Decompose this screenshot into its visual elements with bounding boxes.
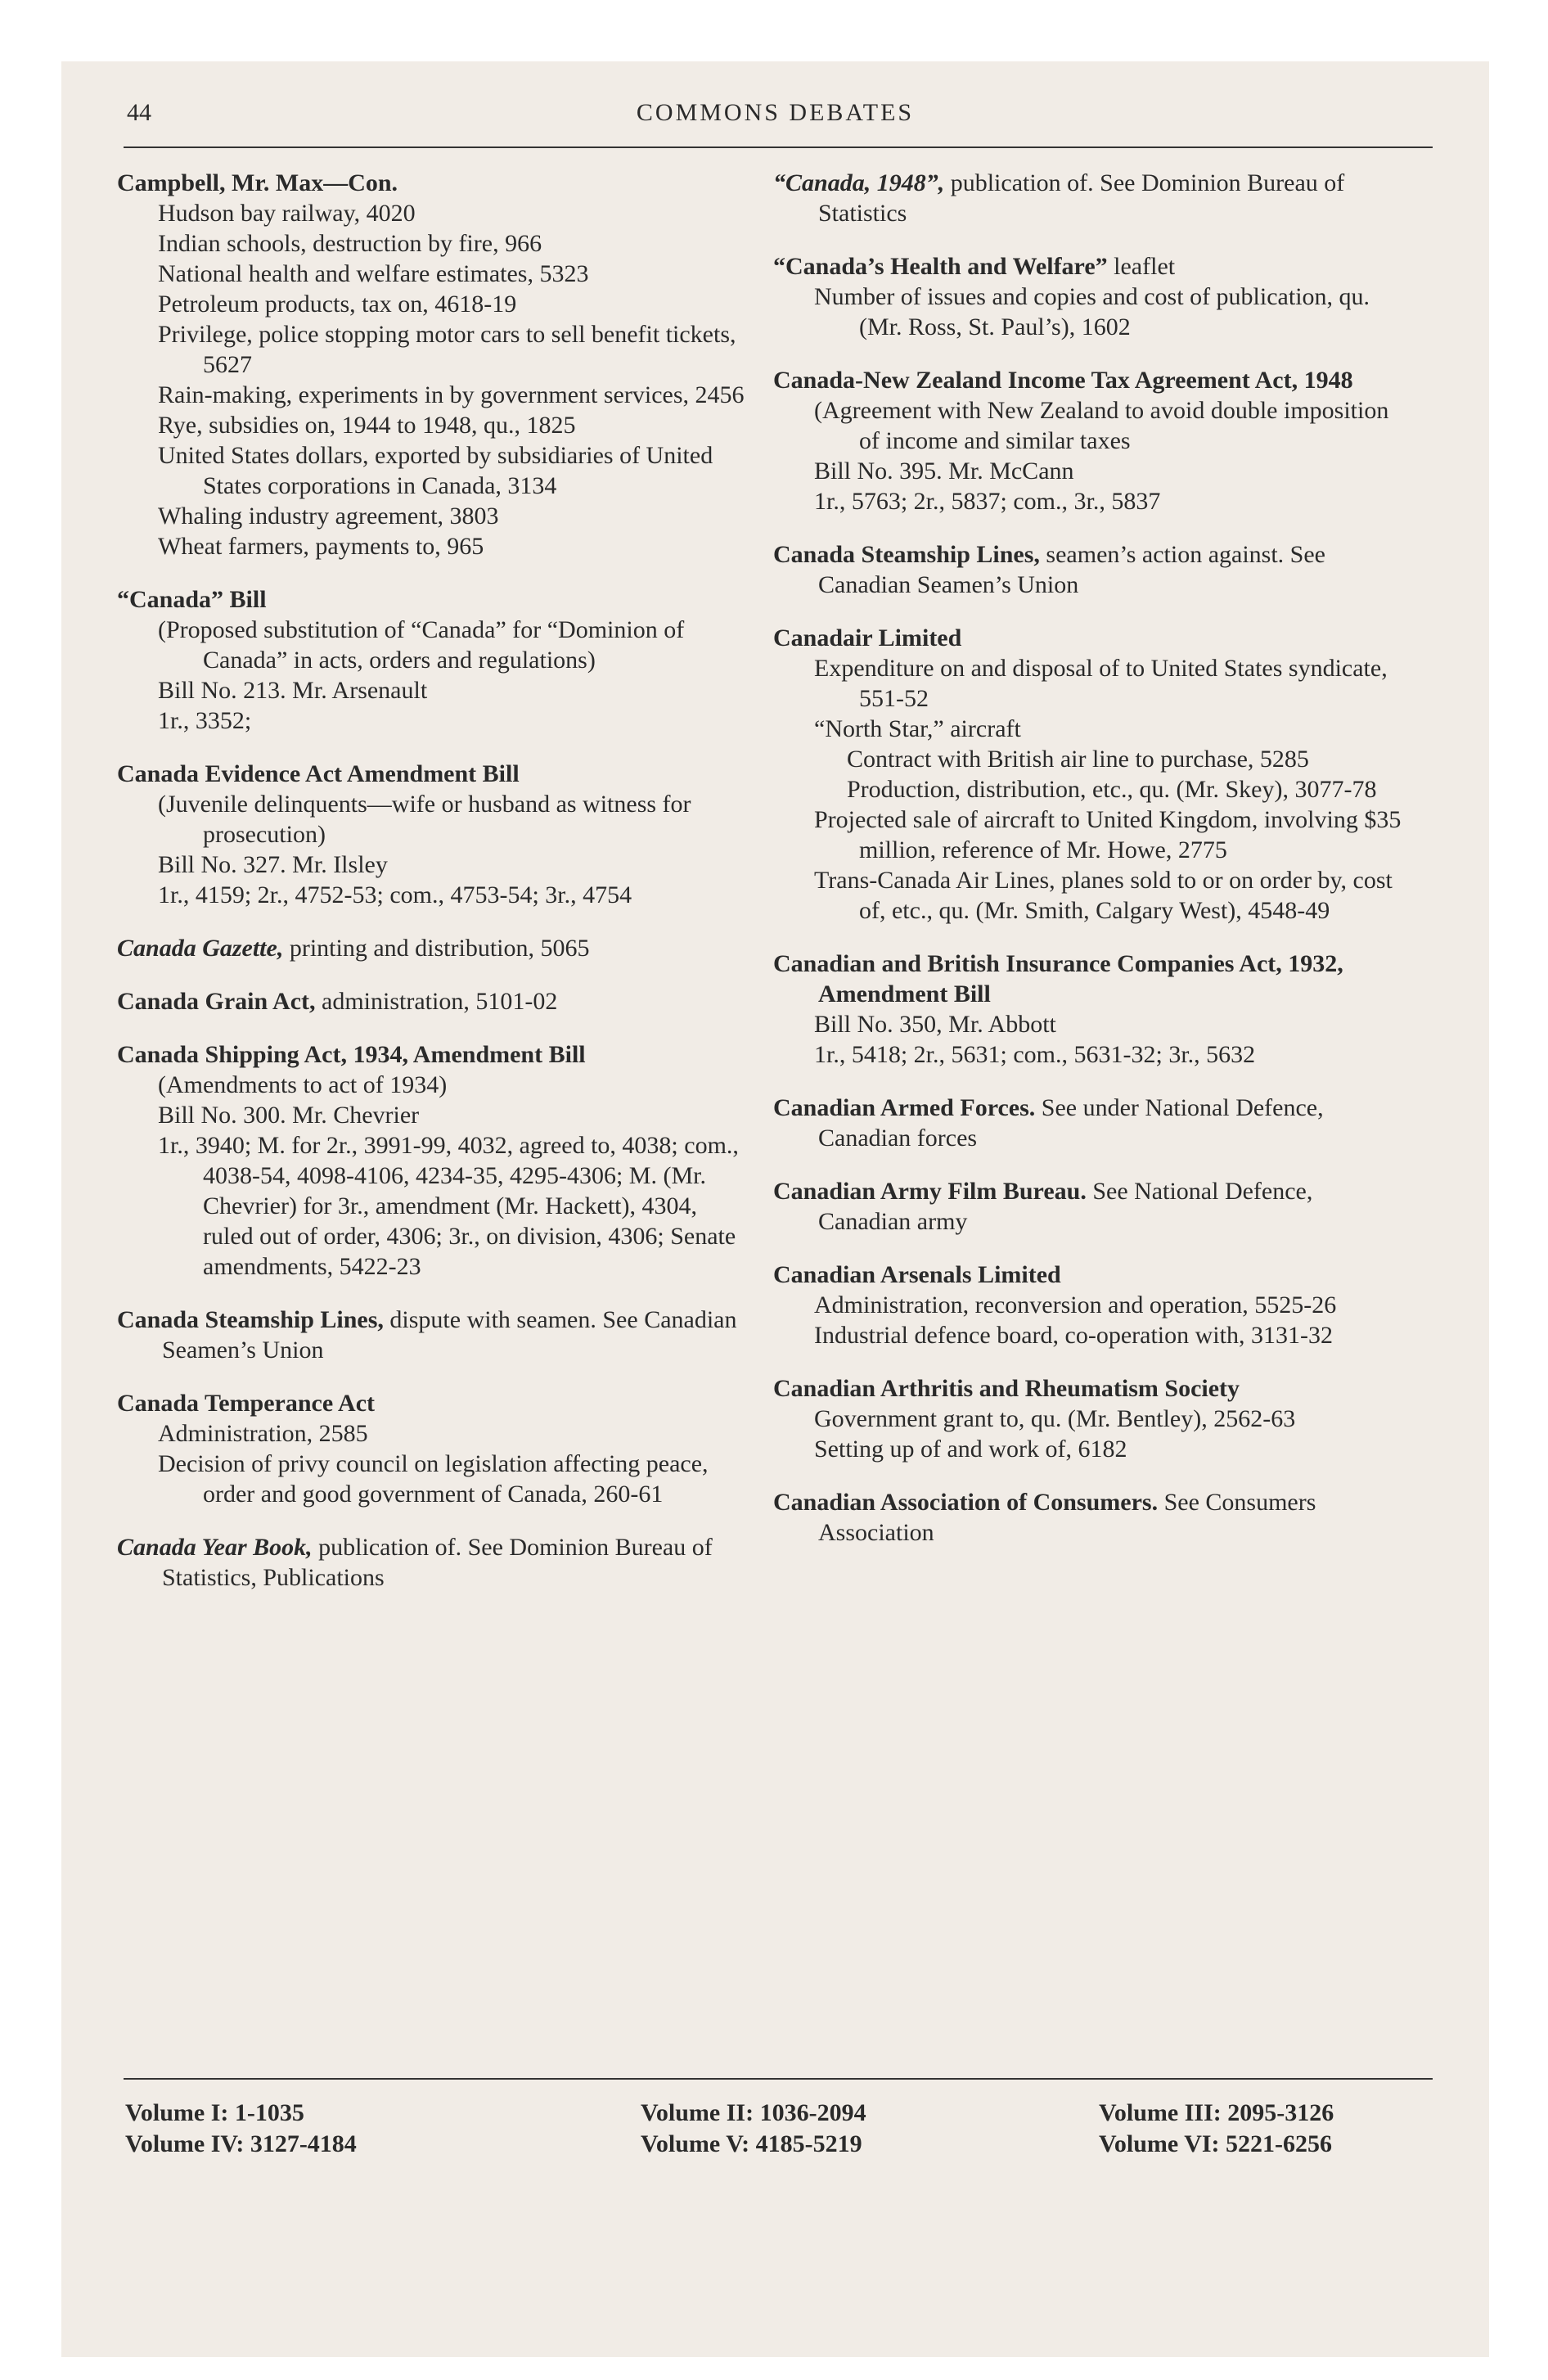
entry-subline: (Agreement with New Zealand to avoid double imposition of income and similar taxes bbox=[814, 397, 1389, 454]
entry-subline: Projected sale of aircraft to United Kingdom, involving $35 million, reference of Mr. Howe, 2775 bbox=[814, 806, 1402, 863]
entry-subline: Hudson bay railway, 4020 bbox=[158, 200, 416, 227]
entry-heading-text: Canadian Arsenals Limited bbox=[773, 1261, 1061, 1288]
volume-6: Volume VI: 5221-6256 bbox=[1099, 2130, 1333, 2157]
index-entry bbox=[117, 933, 747, 963]
entry-heading bbox=[117, 1532, 747, 1593]
index-entry bbox=[117, 168, 747, 561]
entry-subline: (Proposed substitution of “Canada” for “Dominion of Canada” in acts, orders and regulations) bbox=[158, 616, 685, 674]
index-entry bbox=[773, 1260, 1403, 1350]
index-entry bbox=[773, 1373, 1403, 1464]
entry-heading-rest: dispute with seamen. See Canadian Seamen’s Union bbox=[162, 1306, 737, 1364]
entry-subline: Setting up of and work of, 6182 bbox=[814, 1436, 1127, 1463]
index-entry bbox=[117, 1532, 747, 1593]
entry-subline: Wheat farmers, payments to, 965 bbox=[158, 533, 484, 560]
index-entry bbox=[117, 584, 747, 736]
entry-heading-text: Canadian and British Insurance Companies Act, 1932, Amendment Bill bbox=[773, 950, 1343, 1007]
entry-heading bbox=[773, 251, 1403, 282]
entry-heading bbox=[117, 168, 747, 198]
entry-subline: Trans-Canada Air Lines, planes sold to or on order by, cost of, etc., qu. (Mr. Smith, Calgary West), 4548-49 bbox=[814, 867, 1393, 924]
volume-1: Volume I: 1-1035 bbox=[125, 2099, 304, 2126]
entry-heading-text: Canada-New Zealand Income Tax Agreement Act, 1948 bbox=[773, 367, 1353, 394]
entry-heading-text: Canada Grain Act, bbox=[117, 988, 316, 1015]
entry-heading-rest: printing and distribution, 5065 bbox=[283, 935, 590, 962]
entry-heading bbox=[773, 365, 1403, 395]
entry-heading-text: Canadian Army Film Bureau. bbox=[773, 1178, 1087, 1205]
entry-heading-text: “Canada, 1948”, bbox=[773, 169, 945, 196]
entry-heading-rest: publication of. See Dominion Bureau of Statistics, Publications bbox=[162, 1534, 713, 1591]
entry-subline: 1r., 5763; 2r., 5837; com., 3r., 5837 bbox=[814, 488, 1161, 515]
entry-subline: 1r., 4159; 2r., 4752-53; com., 4753-54; 3r., 4754 bbox=[158, 881, 632, 908]
page-header bbox=[61, 61, 1489, 151]
entry-heading-rest: seamen’s action against. See Canadian Seamen’s Union bbox=[818, 541, 1325, 598]
volume-5: Volume V: 4185-5219 bbox=[641, 2130, 862, 2157]
entry-heading-text: “Canada” Bill bbox=[117, 586, 267, 613]
entry-heading-rest: See National Defence, Canadian army bbox=[818, 1178, 1313, 1235]
entry-heading bbox=[773, 1093, 1403, 1153]
entry-heading-text: Canada Year Book, bbox=[117, 1534, 313, 1561]
entry-heading bbox=[773, 623, 1403, 653]
entry-subline: Privilege, police stopping motor cars to sell benefit tickets, 5627 bbox=[158, 321, 736, 378]
entry-heading-rest: leaflet bbox=[1107, 253, 1176, 280]
index-entry bbox=[773, 1487, 1403, 1548]
index-entry bbox=[773, 168, 1403, 228]
entry-subline: “North Star,” aircraft bbox=[814, 715, 1021, 742]
entry-heading-text: Canada Temperance Act bbox=[117, 1390, 375, 1417]
entry-heading bbox=[117, 986, 747, 1016]
index-entry bbox=[773, 365, 1403, 516]
entry-subline: Indian schools, destruction by fire, 966 bbox=[158, 230, 542, 257]
entry-subline: Number of issues and copies and cost of publication, qu. (Mr. Ross, St. Paul’s), 1602 bbox=[814, 283, 1370, 340]
entry-heading bbox=[117, 1039, 747, 1070]
entry-heading bbox=[773, 1260, 1403, 1290]
entry-heading-text: Campbell, Mr. Max—Con. bbox=[117, 169, 398, 196]
entry-heading-rest: See Consumers Association bbox=[818, 1489, 1316, 1546]
entry-heading-text: “Canada’s Health and Welfare” bbox=[773, 253, 1108, 280]
entry-subline: Bill No. 213. Mr. Arsenault bbox=[158, 677, 428, 704]
index-entry bbox=[773, 949, 1403, 1070]
footer-rule bbox=[124, 2078, 1433, 2080]
header-rule bbox=[124, 146, 1433, 148]
index-entry bbox=[773, 539, 1403, 600]
entry-heading bbox=[773, 1176, 1403, 1237]
running-title: COMMONS DEBATES bbox=[636, 99, 915, 126]
entry-heading-text: Canada Shipping Act, 1934, Amendment Bill bbox=[117, 1041, 586, 1068]
entry-heading bbox=[117, 1388, 747, 1418]
entry-heading bbox=[773, 1373, 1403, 1404]
entry-subline: Production, distribution, etc., qu. (Mr. Skey), 3077-78 bbox=[847, 776, 1377, 803]
entry-heading bbox=[117, 584, 747, 615]
entry-subline: Administration, reconversion and operation, 5525-26 bbox=[814, 1291, 1337, 1318]
volume-3: Volume III: 2095-3126 bbox=[1099, 2099, 1334, 2126]
entry-heading-text: Canada Steamship Lines, bbox=[773, 541, 1040, 568]
entry-subline: Government grant to, qu. (Mr. Bentley), 2562-63 bbox=[814, 1405, 1296, 1432]
entry-subline: Bill No. 350, Mr. Abbott bbox=[814, 1011, 1056, 1038]
entry-subline: 1r., 3940; M. for 2r., 3991-99, 4032, agreed to, 4038; com., 4038-54, 4098-4106, 4234-35, 4295-4306; M. (Mr. Chevrier) for 3r., amendment (Mr. Hackett), 4304, ruled out of order, 4306; 3r., on division, 4306; Senate amendments, 5422-23 bbox=[158, 1132, 739, 1280]
index-entry bbox=[117, 1305, 747, 1365]
entry-heading-text: Canadian Association of Consumers. bbox=[773, 1489, 1159, 1516]
entry-heading bbox=[117, 1305, 747, 1365]
index-entry bbox=[117, 759, 747, 910]
entry-subline: National health and welfare estimates, 5323 bbox=[158, 260, 589, 287]
index-entry bbox=[117, 1388, 747, 1509]
entry-heading-rest: See under National Defence, Canadian forces bbox=[818, 1094, 1324, 1152]
entry-subline: 1r., 3352; bbox=[158, 707, 252, 734]
entry-subline: Expenditure on and disposal of to United States syndicate, 551-52 bbox=[814, 655, 1388, 712]
entry-heading bbox=[773, 1487, 1403, 1548]
entry-heading-text: Canadair Limited bbox=[773, 624, 962, 651]
entry-heading-text: Canada Evidence Act Amendment Bill bbox=[117, 760, 520, 787]
entry-heading-text: Canada Steamship Lines, bbox=[117, 1306, 384, 1333]
entry-subline: Bill No. 395. Mr. McCann bbox=[814, 458, 1074, 485]
entry-subline: Rain-making, experiments in by government services, 2456 bbox=[158, 381, 745, 408]
entry-heading bbox=[773, 168, 1403, 228]
right-column bbox=[773, 168, 1403, 1571]
entry-subline: Industrial defence board, co-operation with, 3131-32 bbox=[814, 1322, 1333, 1349]
entry-heading-text: Canadian Armed Forces. bbox=[773, 1094, 1036, 1121]
entry-heading-text: Canadian Arthritis and Rheumatism Society bbox=[773, 1375, 1240, 1402]
index-entry bbox=[117, 986, 747, 1016]
entry-heading-rest: publication of. See Dominion Bureau of Statistics bbox=[818, 169, 1345, 227]
entry-heading bbox=[773, 949, 1403, 1009]
entry-subline: Bill No. 300. Mr. Chevrier bbox=[158, 1102, 420, 1129]
entry-heading bbox=[117, 759, 747, 789]
entry-subline: Whaling industry agreement, 3803 bbox=[158, 503, 499, 530]
entry-subline: United States dollars, exported by subsidiaries of United States corporations in Canada, 3134 bbox=[158, 442, 713, 499]
entry-heading-text: Canada Gazette, bbox=[117, 935, 284, 962]
index-entry bbox=[773, 251, 1403, 342]
entry-heading bbox=[117, 933, 747, 963]
entry-subline: Bill No. 327. Mr. Ilsley bbox=[158, 851, 388, 878]
entry-subline: Contract with British air line to purchase, 5285 bbox=[847, 746, 1309, 773]
left-column bbox=[117, 168, 747, 1616]
volume-2: Volume II: 1036-2094 bbox=[641, 2099, 866, 2126]
entry-subline: Petroleum products, tax on, 4618-19 bbox=[158, 291, 517, 318]
document-page bbox=[61, 61, 1489, 2357]
entry-heading bbox=[773, 539, 1403, 600]
entry-subline: (Juvenile delinquents—wife or husband as witness for prosecution) bbox=[158, 791, 691, 848]
index-entry bbox=[773, 1176, 1403, 1237]
volume-4: Volume IV: 3127-4184 bbox=[125, 2130, 357, 2157]
entry-heading-rest: administration, 5101-02 bbox=[315, 988, 558, 1015]
entry-subline: Administration, 2585 bbox=[158, 1420, 368, 1447]
entry-subline: Rye, subsidies on, 1944 to 1948, qu., 1825 bbox=[158, 412, 576, 439]
entry-subline: 1r., 5418; 2r., 5631; com., 5631-32; 3r., 5632 bbox=[814, 1041, 1256, 1068]
page-number: 44 bbox=[127, 99, 151, 126]
entry-subline: Decision of privy council on legislation affecting peace, order and good government of Canada, 260-61 bbox=[158, 1450, 709, 1508]
index-entry bbox=[773, 623, 1403, 926]
index-entry bbox=[773, 1093, 1403, 1153]
index-entry bbox=[117, 1039, 747, 1282]
entry-subline: (Amendments to act of 1934) bbox=[158, 1071, 448, 1098]
